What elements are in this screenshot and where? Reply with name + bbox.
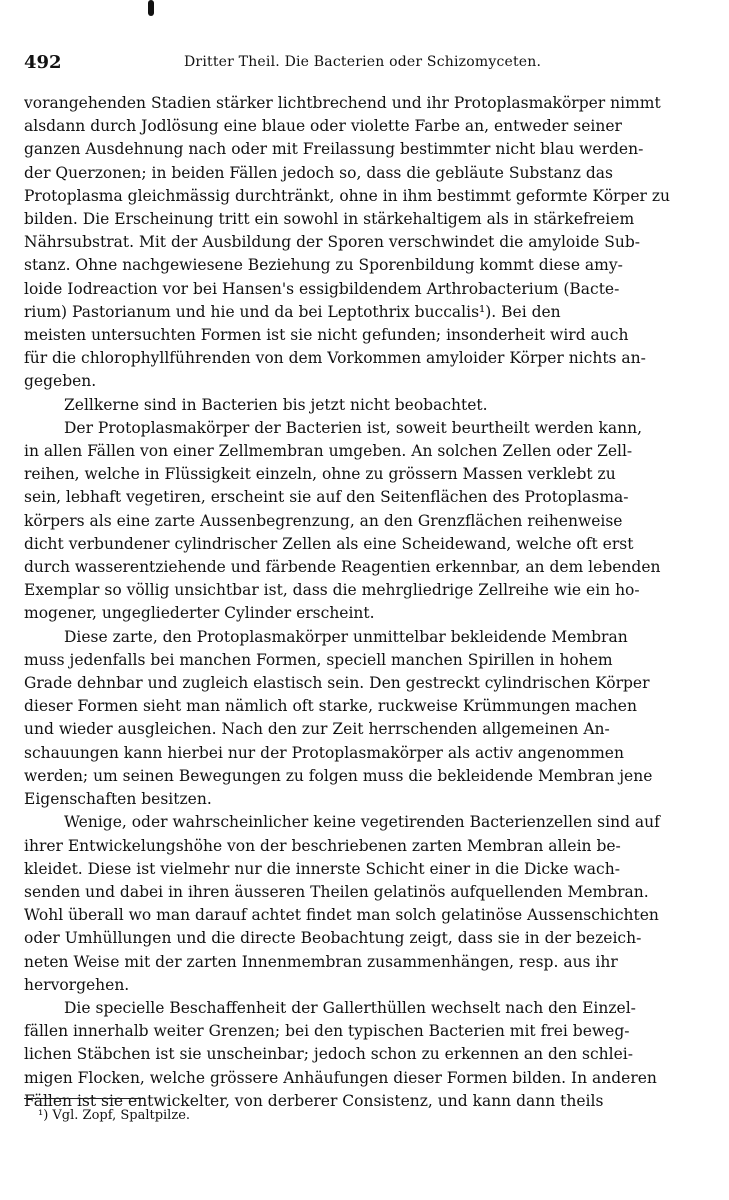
text-line: körpers als eine zarte Aussenbegrenzung, an den Grenzflächen reihenweise bbox=[24, 511, 623, 530]
text-line: ganzen Ausdehnung nach oder mit Freilassung bestimmter nicht blau werden- bbox=[24, 140, 644, 159]
text-line: durch wasserentziehende und färbende Reagentien erkennbar, an dem lebenden bbox=[24, 558, 661, 577]
text-line: dieser Formen sieht man nämlich oft starke, ruckweise Krümmungen machen bbox=[24, 697, 637, 716]
footnote-rule bbox=[24, 1098, 144, 1099]
text-line: der Querzonen; in beiden Fällen jedoch so, dass die gebläute Substanz das bbox=[24, 163, 613, 182]
paragraph-first-line: Diese zarte, den Protoplasmakörper unmittelbar bekleidende Membran bbox=[64, 627, 628, 646]
text-line: muss jedenfalls bei manchen Formen, speciell manchen Spirillen in hohem bbox=[24, 650, 613, 669]
paragraph-first-line: Der Protoplasmakörper der Bacterien ist, soweit beurtheilt werden kann, bbox=[64, 418, 642, 437]
text-line: Wohl überall wo man darauf achtet findet man solch gelatinöse Aussenschichten bbox=[24, 906, 659, 925]
text-line: lichen Stäbchen ist sie unscheinbar; jedoch schon zu erkennen an den schlei- bbox=[24, 1045, 633, 1064]
text-line: gegeben. bbox=[24, 372, 97, 391]
text-line: bilden. Die Erscheinung tritt ein sowohl in stärkehaltigem als in stärkefreiem bbox=[24, 210, 635, 229]
ink-speck bbox=[148, 0, 154, 16]
text-line: in allen Fällen von einer Zellmembran umgeben. An solchen Zellen oder Zell- bbox=[24, 442, 633, 461]
text-line: Exemplar so völlig unsichtbar ist, dass die mehrgliedrige Zellreihe wie ein ho- bbox=[24, 581, 640, 600]
text-line: dicht verbundener cylindrischer Zellen als eine Scheidewand, welche oft erst bbox=[24, 534, 634, 553]
text-line: senden und dabei in ihren äusseren Theilen gelatinös aufquellenden Membran. bbox=[24, 882, 649, 901]
page-header bbox=[24, 52, 704, 76]
text-line: für die chlorophyllführenden von dem Vorkommen amyloider Körper nichts an- bbox=[24, 349, 646, 368]
text-line: neten Weise mit der zarten Innenmembran zusammenhängen, resp. aus ihr bbox=[24, 952, 618, 971]
text-line: Grade dehnbar und zugleich elastisch sein. Den gestreckt cylindrischen Körper bbox=[24, 674, 650, 693]
text-line: sein, lebhaft vegetiren, erscheint sie auf den Seitenflächen des Protoplasma- bbox=[24, 488, 629, 507]
text-line: migen Flocken, welche grössere Anhäufungen dieser Formen bilden. In anderen bbox=[24, 1068, 657, 1087]
text-line: oder Umhüllungen und die directe Beobachtung zeigt, dass sie in der bezeich- bbox=[24, 929, 642, 948]
footnote: ¹) Vgl. Zopf, Spaltpilze. bbox=[38, 1108, 191, 1123]
paragraph-first-line: Wenige, oder wahrscheinlicher keine vegetirenden Bacterienzellen sind auf bbox=[64, 813, 660, 832]
paragraph-first-line: Zellkerne sind in Bacterien bis jetzt nicht beobachtet. bbox=[64, 395, 488, 414]
text-line: schauungen kann hierbei nur der Protoplasmakörper als activ angenommen bbox=[24, 743, 624, 762]
text-line: ihrer Entwickelungshöhe von der beschriebenen zarten Membran allein be- bbox=[24, 836, 621, 855]
text-line: Fällen ist sie entwickelter, von derberer Consistenz, und kann dann theils bbox=[24, 1091, 604, 1110]
text-line: mogener, ungegliederter Cylinder erscheint. bbox=[24, 604, 375, 623]
text-line: hervorgehen. bbox=[24, 975, 130, 994]
text-line: alsdann durch Jodlösung eine blaue oder violette Farbe an, entweder seiner bbox=[24, 117, 622, 136]
running-head: Dritter Theil. Die Bacterien oder Schizomyceten. bbox=[184, 54, 542, 70]
page-number: 492 bbox=[24, 52, 62, 73]
body-text bbox=[24, 92, 704, 1113]
text-line: Protoplasma gleichmässig durchtränkt, ohne in ihm bestimmt geformte Körper zu bbox=[24, 186, 671, 205]
text-line: fällen innerhalb weiter Grenzen; bei den typischen Bacterien mit frei beweg- bbox=[24, 1022, 630, 1041]
text-line: loide Iodreaction vor bei Hansen's essigbildendem Arthrobacterium (Bacte- bbox=[24, 279, 620, 298]
text-line: reihen, welche in Flüssigkeit einzeln, ohne zu grössern Massen verklebt zu bbox=[24, 465, 616, 484]
text-line: stanz. Ohne nachgewiesene Beziehung zu Sporenbildung kommt diese amy- bbox=[24, 256, 623, 275]
text-line: kleidet. Diese ist vielmehr nur die innerste Schicht einer in die Dicke wach- bbox=[24, 859, 620, 878]
text-line: Eigenschaften besitzen. bbox=[24, 790, 212, 809]
text-line: Nährsubstrat. Mit der Ausbildung der Sporen verschwindet die amyloide Sub- bbox=[24, 233, 641, 252]
text-line: vorangehenden Stadien stärker lichtbrechend und ihr Protoplasmakörper nimmt bbox=[24, 94, 661, 112]
text-line: werden; um seinen Bewegungen zu folgen muss die bekleidende Membran jene bbox=[24, 766, 653, 785]
text-line: und wieder ausgleichen. Nach den zur Zeit herrschenden allgemeinen An- bbox=[24, 720, 610, 739]
text-line: rium) Pastorianum und hie und da bei Leptothrix buccalis¹). Bei den bbox=[24, 302, 561, 321]
paragraph-first-line: Die specielle Beschaffenheit der Gallerthüllen wechselt nach den Einzel- bbox=[64, 998, 636, 1017]
text-line: meisten untersuchten Formen ist sie nicht gefunden; insonderheit wird auch bbox=[24, 326, 629, 345]
